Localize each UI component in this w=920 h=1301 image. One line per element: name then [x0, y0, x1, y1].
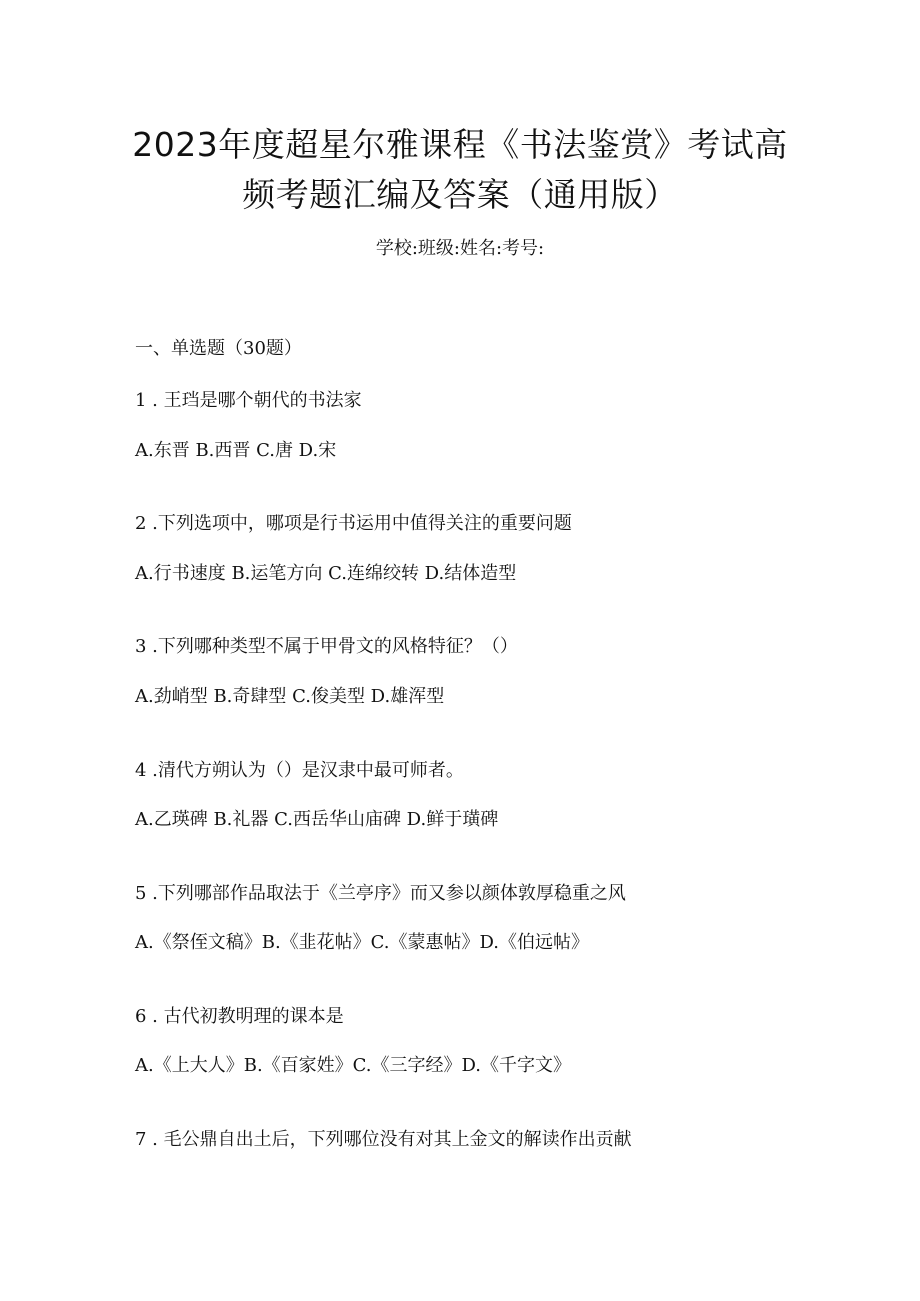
question-6-options: A.《上大人》B.《百家姓》C.《三字经》D.《千字文》	[135, 1055, 572, 1076]
question-3-stem: 3 .下列哪种类型不属于甲骨文的风格特征？（）	[135, 636, 518, 657]
question-2-options: A.行书速度 B.运笔方向 C.连绵绞转 D.结体造型	[135, 563, 517, 584]
question-5-options: A.《祭侄文稿》B.《韭花帖》C.《蒙惠帖》D.《伯远帖》	[135, 932, 590, 953]
question-4-stem: 4 .清代方朔认为（）是汉隶中最可师者。	[135, 760, 464, 781]
document-title	[80, 120, 840, 220]
section-heading: 一、单选题（30题）	[135, 338, 302, 359]
title-line-1: 2023年度超星尔雅课程《书法鉴赏》考试高	[132, 125, 788, 164]
student-info-line: 学校:班级:姓名:考号:	[375, 238, 545, 259]
question-6-stem: 6 . 古代初教明理的课本是	[135, 1006, 344, 1027]
question-5-stem: 5 .下列哪部作品取法于《兰亭序》而又参以颜体敦厚稳重之风	[135, 883, 626, 904]
question-4-options: A.乙瑛碑 B.礼器 C.西岳华山庙碑 D.鲜于璜碑	[135, 809, 499, 830]
question-1-stem: 1 . 王珰是哪个朝代的书法家	[135, 390, 362, 411]
question-7-stem: 7 . 毛公鼎自出土后，下列哪位没有对其上金文的解读作出贡献	[135, 1129, 632, 1150]
question-1-options: A.东晋 B.西晋 C.唐 D.宋	[135, 440, 337, 461]
question-2-stem: 2 .下列选项中，哪项是行书运用中值得关注的重要问题	[135, 513, 572, 534]
title-line-2: 频考题汇编及答案（通用版）	[242, 175, 678, 214]
question-3-options: A.劲峭型 B.奇肆型 C.俊美型 D.雄浑型	[135, 686, 445, 707]
